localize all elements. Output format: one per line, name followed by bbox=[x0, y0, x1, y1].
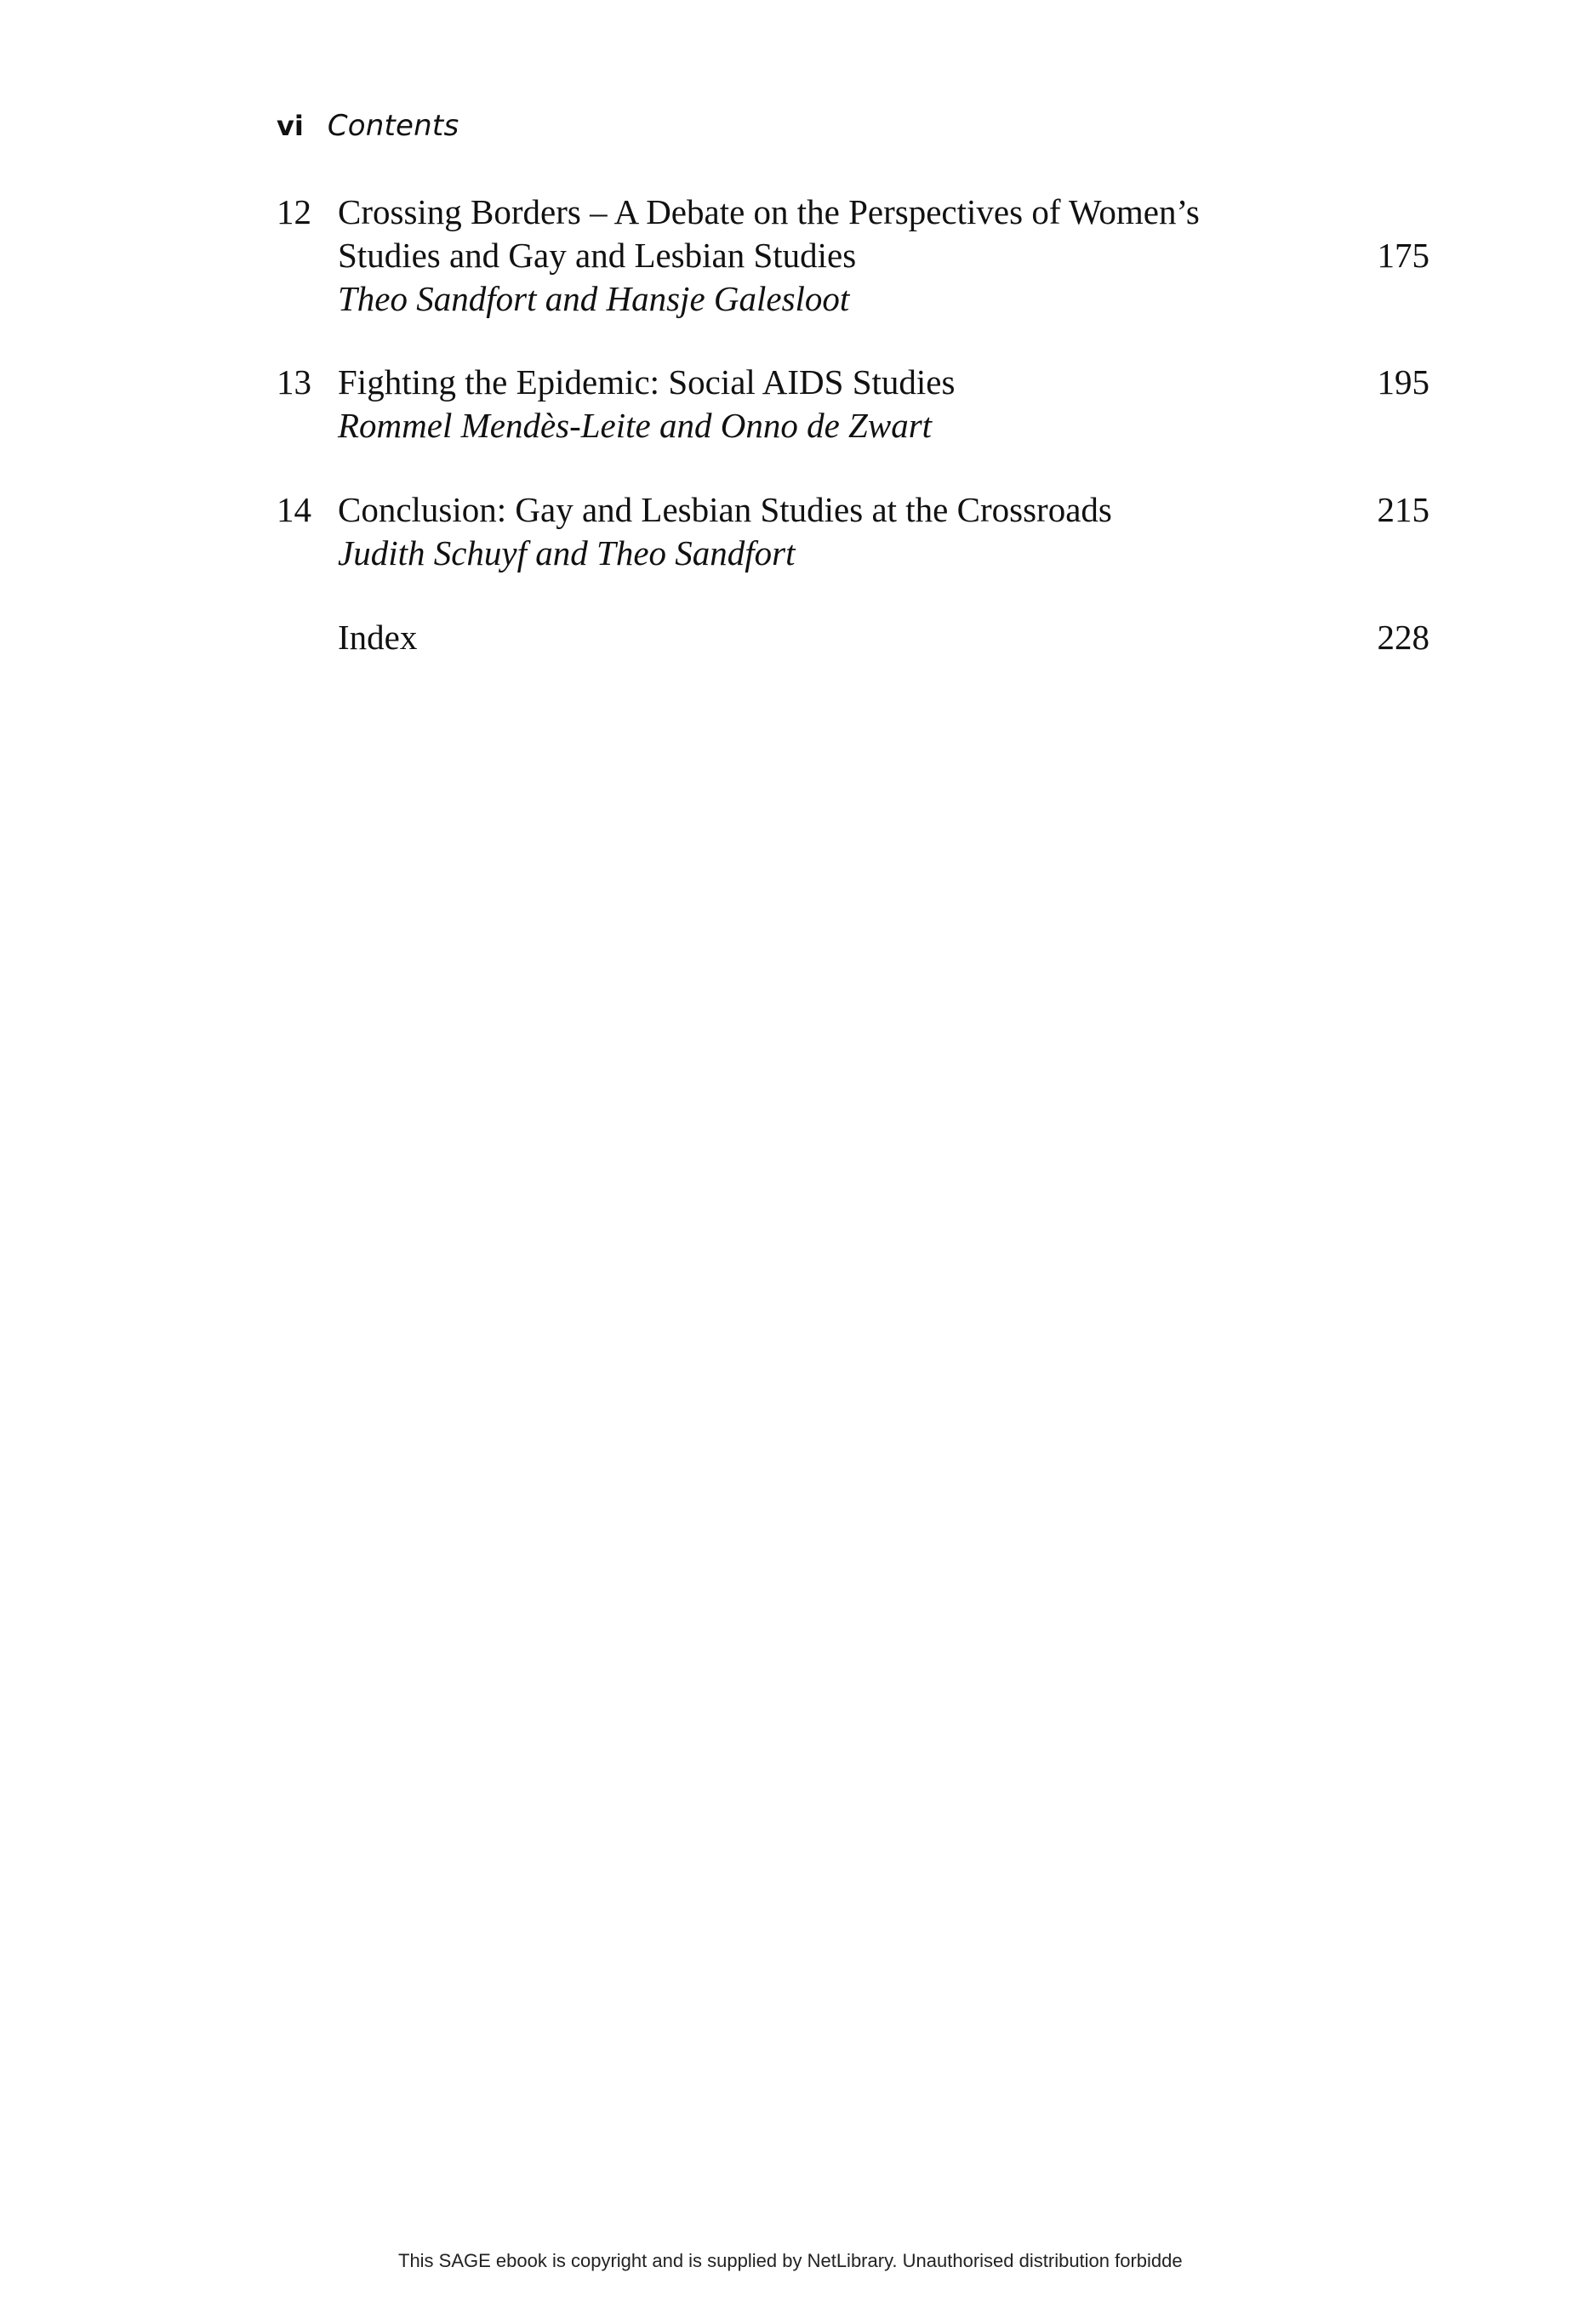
toc-entry-author-line bbox=[277, 532, 1429, 575]
section-title: Contents bbox=[327, 109, 459, 143]
index-title: Index bbox=[338, 618, 418, 657]
toc-entry-title-line bbox=[277, 191, 1429, 234]
toc-entry-14[interactable] bbox=[277, 488, 1429, 575]
chapter-number: 12 bbox=[277, 192, 311, 231]
chapter-authors: Theo Sandfort and Hansje Galesloot bbox=[338, 279, 850, 318]
chapter-number: 14 bbox=[277, 490, 311, 529]
chapter-title: Crossing Borders – A Debate on the Perspectives of Women’s bbox=[338, 192, 1200, 231]
chapter-number: 13 bbox=[277, 362, 311, 402]
toc-entry-author-line bbox=[277, 277, 1429, 321]
toc-entry-title-line bbox=[277, 488, 1429, 532]
toc-entry-author-line bbox=[277, 404, 1429, 447]
copyright-notice: This SAGE ebook is copyright and is supplied by NetLibrary. Unauthorised distribution forbidde bbox=[398, 2250, 1183, 2271]
page-number: 215 bbox=[1377, 490, 1429, 529]
toc-entry-13[interactable] bbox=[277, 361, 1429, 447]
page-number: 195 bbox=[1377, 362, 1429, 402]
toc-entry-title-line bbox=[277, 616, 1429, 659]
toc-entry-12[interactable] bbox=[277, 191, 1429, 321]
toc-entry-title-line bbox=[277, 361, 1429, 404]
running-head bbox=[277, 109, 459, 148]
page-number: 228 bbox=[1377, 618, 1429, 657]
chapter-authors: Rommel Mendès-Leite and Onno de Zwart bbox=[338, 406, 933, 445]
page-number: 175 bbox=[1377, 236, 1429, 275]
chapter-title: Conclusion: Gay and Lesbian Studies at the Crossroads bbox=[338, 490, 1112, 529]
toc-entry-title-line bbox=[277, 234, 1429, 277]
chapter-title: Fighting the Epidemic: Social AIDS Studies bbox=[338, 362, 956, 402]
chapter-authors: Judith Schuyf and Theo Sandfort bbox=[338, 533, 796, 572]
page-folio: vi bbox=[277, 110, 304, 142]
toc-entry-index[interactable] bbox=[277, 616, 1429, 659]
chapter-title: Studies and Gay and Lesbian Studies bbox=[338, 236, 857, 275]
